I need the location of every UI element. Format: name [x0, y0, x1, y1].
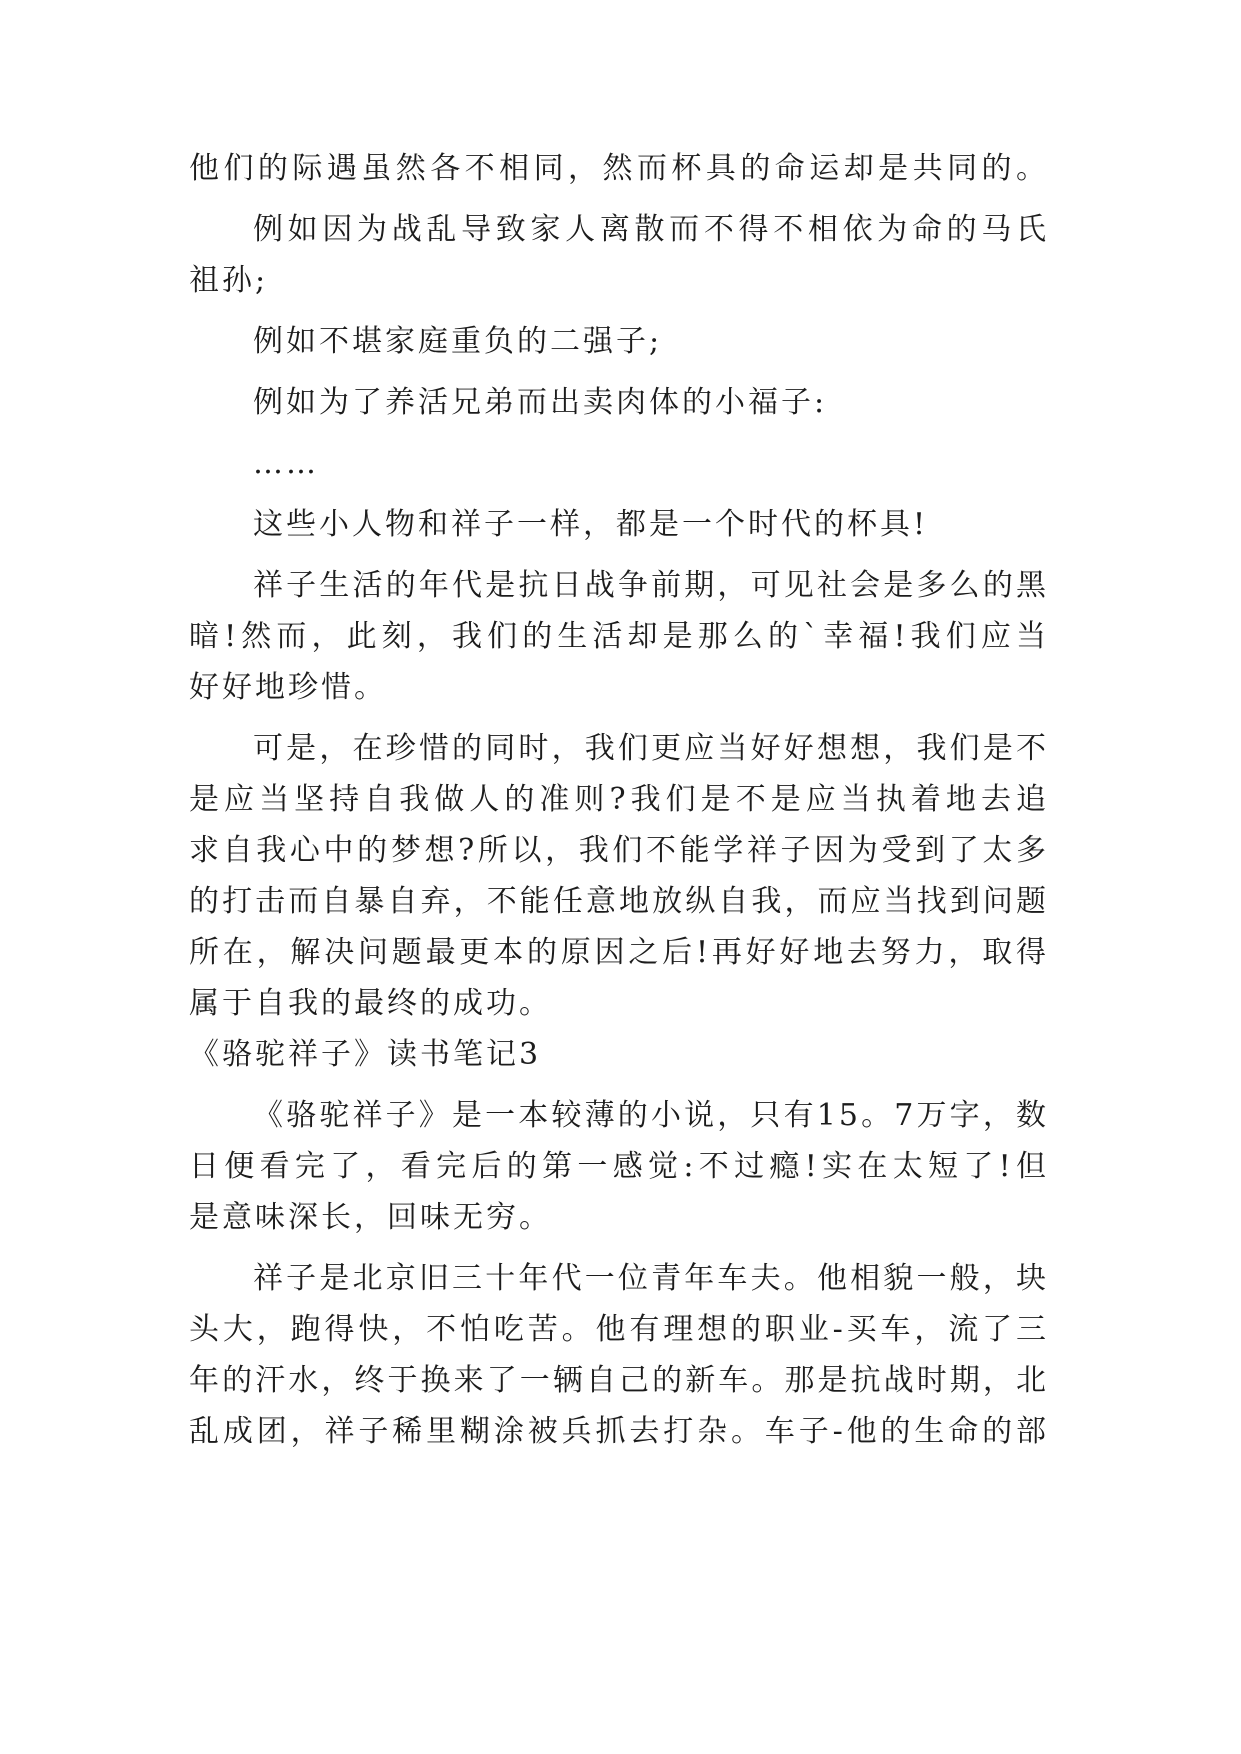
text-line: 所在，解决问题最更本的原因之后!再好好地去努力，取得: [189, 935, 1049, 970]
text-line: 暗!然而，此刻，我们的生活却是那么的`幸福!我们应当: [189, 619, 1049, 654]
text-line: 乱成团，祥子稀里糊涂被兵抓去打杂。车子-他的生命的部: [189, 1414, 1049, 1449]
text-line: 年的汗水，终于换来了一辆自己的新车。那是抗战时期，北: [189, 1363, 1049, 1398]
text-line: 属于自我的最终的成功。: [189, 986, 552, 1021]
text-line: 的打击而自暴自弃，不能任意地放纵自我，而应当找到问题: [189, 884, 1049, 919]
section-heading: 《骆驼祥子》读书笔记3: [189, 1037, 542, 1072]
paragraph-first-line: 这些小人物和祥子一样，都是一个时代的杯具!: [253, 507, 929, 542]
paragraph-first-line: 祥子生活的年代是抗日战争前期，可见社会是多么的黑: [253, 568, 1049, 603]
text-line: 祖孙;: [189, 263, 269, 298]
paragraph-first-line: 例如因为战乱导致家人离散而不得不相依为命的马氏: [253, 212, 1049, 247]
text-line: 好好地珍惜。: [189, 670, 387, 705]
text-line: 是意味深长，回味无穷。: [189, 1200, 552, 1235]
paragraph-first-line: 可是，在珍惜的同时，我们更应当好好想想，我们是不: [253, 731, 1049, 766]
text-line: 是应当坚持自我做人的准则?我们是不是应当执着地去追: [189, 782, 1049, 817]
paragraph-first-line: 例如为了养活兄弟而出卖肉体的小福子:: [253, 385, 828, 420]
text-line: 求自我心中的梦想?所以，我们不能学祥子因为受到了太多: [189, 833, 1049, 868]
document-body: [189, 143, 1049, 1457]
text-line: 日便看完了，看完后的第一感觉:不过瘾!实在太短了!但: [189, 1149, 1049, 1184]
text-line: 头大，跑得快，不怕吃苦。他有理想的职业-买车，流了三: [189, 1312, 1049, 1347]
paragraph-first-line: 例如不堪家庭重负的二强子;: [253, 324, 663, 359]
text-line: 他们的际遇虽然各不相同，然而杯具的命运却是共同的。: [189, 151, 1049, 186]
ellipsis-line: ……: [253, 446, 319, 481]
paragraph-first-line: 《骆驼祥子》是一本较薄的小说，只有15。7万字，数: [253, 1098, 1049, 1133]
paragraph-first-line: 祥子是北京旧三十年代一位青年车夫。他相貌一般，块: [253, 1261, 1049, 1296]
